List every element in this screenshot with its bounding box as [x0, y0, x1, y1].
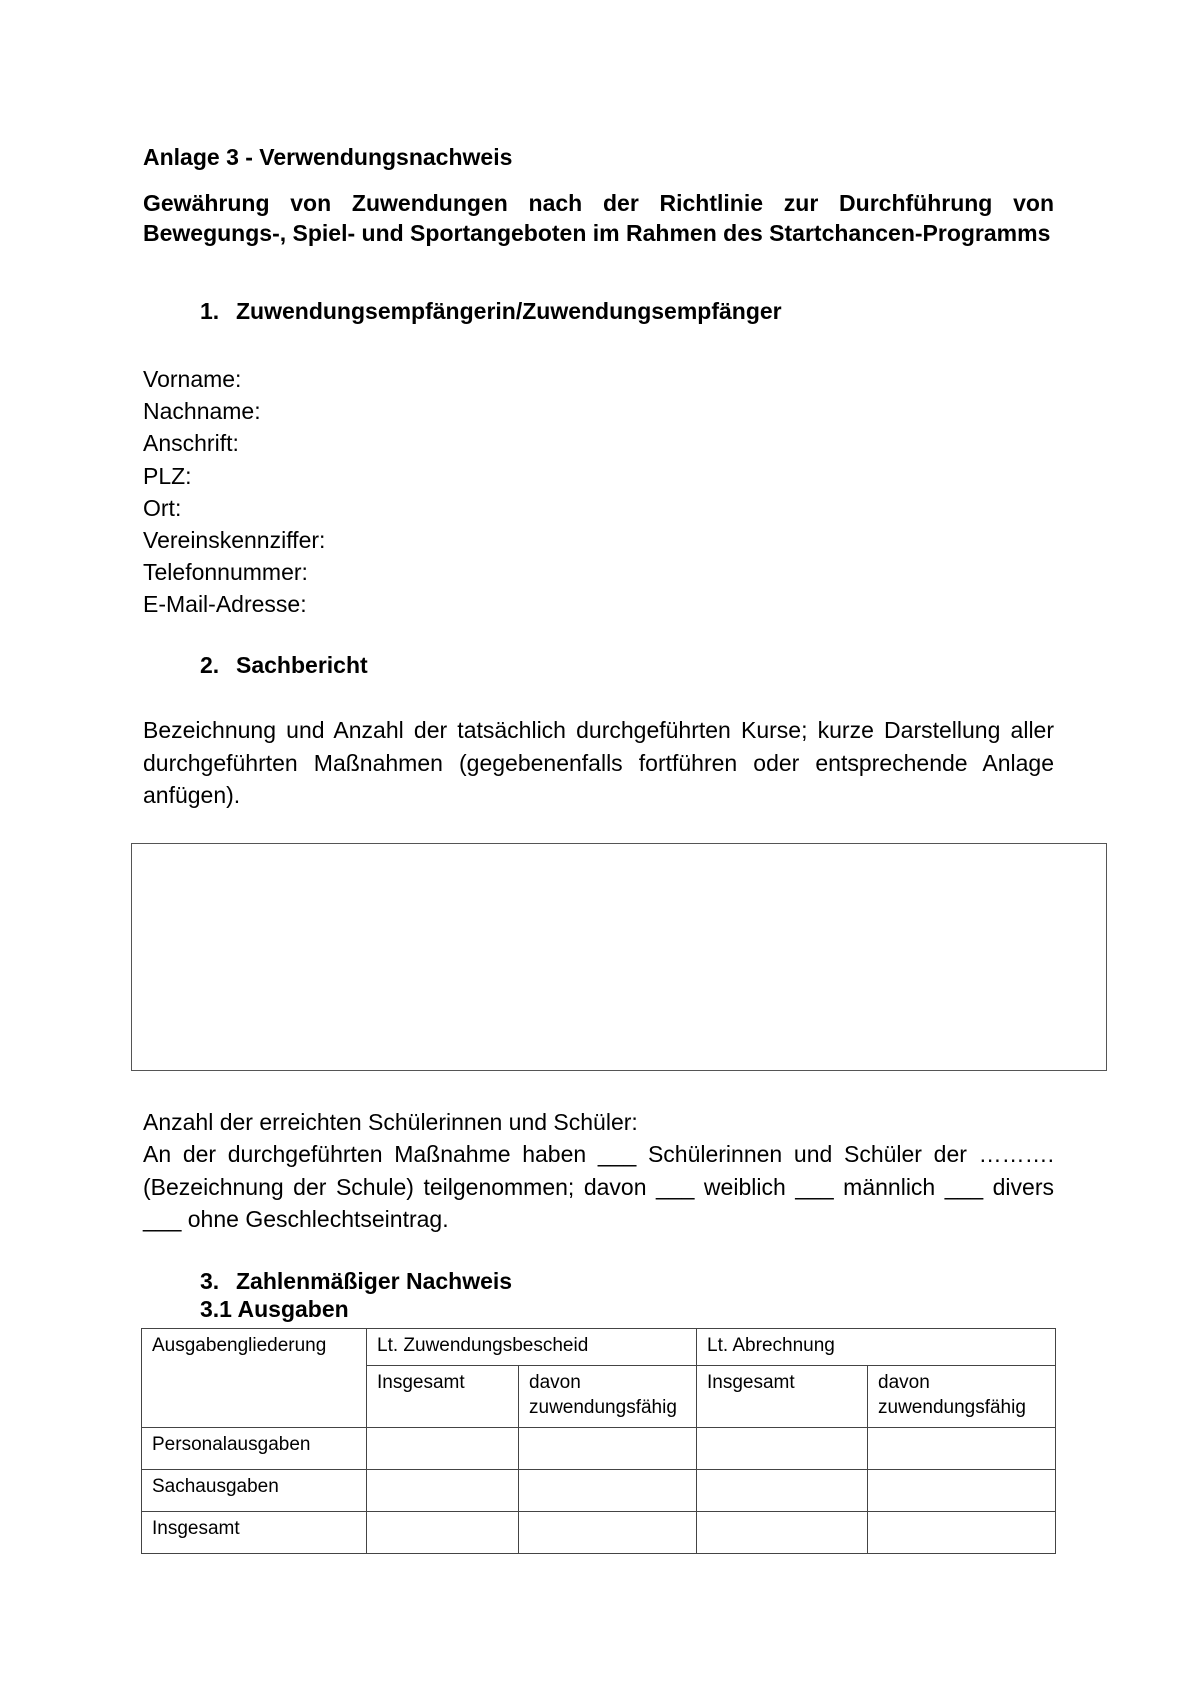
report-instruction: Bezeichnung und Anzahl der tatsächlich durchgeführten Kurse; kurze Darstellung aller durchgeführten Maßnahmen (gegebenenfalls fortführen oder entsprechende Anlage anfügen). — [143, 717, 1054, 808]
table-cell[interactable] — [519, 1512, 697, 1554]
section3-number: 3. — [200, 1268, 220, 1294]
document-title: Anlage 3 - Verwendungsnachweis — [143, 144, 513, 170]
row-label-material: Sachausgaben — [142, 1470, 367, 1512]
col-header-category: Ausgabengliederung — [142, 1329, 367, 1428]
table-cell[interactable] — [367, 1512, 519, 1554]
field-email[interactable]: E-Mail-Adresse: — [143, 591, 307, 618]
table-cell[interactable] — [697, 1512, 868, 1554]
table-row — [142, 1428, 1056, 1470]
field-address[interactable]: Anschrift: — [143, 430, 239, 457]
col-header-total-grant: Insgesamt — [367, 1366, 519, 1428]
field-city[interactable]: Ort: — [143, 494, 182, 521]
field-club-number[interactable]: Vereinskennziffer: — [143, 527, 326, 554]
section1-number: 1. — [200, 298, 220, 324]
row-label-total: Insgesamt — [142, 1512, 367, 1554]
field-postal-code[interactable]: PLZ: — [143, 462, 192, 489]
col-header-eligible-settlement: davon zuwendungsfähig — [868, 1366, 1056, 1428]
students-text: An der durchgeführten Maßnahme haben ___ Schülerinnen und Schüler der ………. (Bezeichnung der Schule) teilgenommen; davon ___ weiblich ___ männlich ___ divers ___ ohne Geschlechtseintrag. — [143, 1141, 1054, 1232]
col-header-total-settlement: Insgesamt — [697, 1366, 868, 1428]
section1-heading — [200, 298, 782, 325]
table-cell[interactable] — [868, 1512, 1056, 1554]
table-cell[interactable] — [367, 1428, 519, 1470]
students-label: Anzahl der erreichten Schülerinnen und Schüler: — [143, 1109, 638, 1135]
table-row — [142, 1470, 1056, 1512]
table-header-row — [142, 1329, 1056, 1366]
expenses-table — [141, 1328, 1056, 1554]
table-cell[interactable] — [519, 1470, 697, 1512]
section2-title: Sachbericht — [236, 652, 368, 678]
table-row — [142, 1512, 1056, 1554]
section2-number: 2. — [200, 652, 220, 678]
col-group-settlement: Lt. Abrechnung — [697, 1329, 1056, 1366]
field-first-name[interactable]: Vorname: — [143, 366, 242, 392]
table-cell[interactable] — [697, 1470, 868, 1512]
col-header-eligible-grant: davon zuwendungsfähig — [519, 1366, 697, 1428]
section3-title: Zahlenmäßiger Nachweis — [236, 1268, 513, 1294]
section3-subheading: 3.1 Ausgaben — [200, 1296, 349, 1322]
report-text-box[interactable] — [131, 843, 1107, 1071]
field-phone[interactable]: Telefonnummer: — [143, 559, 308, 586]
row-label-personnel: Personalausgaben — [142, 1428, 367, 1470]
table-cell[interactable] — [868, 1470, 1056, 1512]
section2-heading — [200, 652, 368, 679]
document-subtitle: Gewährung von Zuwendungen nach der Richtlinie zur Durchführung von Bewegungs-, Spiel- und Sportangeboten im Rahmen des Startchancen-Programms — [143, 190, 1054, 246]
section3-heading — [200, 1268, 512, 1295]
table-cell[interactable] — [697, 1428, 868, 1470]
table-cell[interactable] — [868, 1428, 1056, 1470]
table-cell[interactable] — [519, 1428, 697, 1470]
recipient-fields — [143, 363, 325, 621]
table-cell[interactable] — [367, 1470, 519, 1512]
field-last-name[interactable]: Nachname: — [143, 398, 261, 425]
section1-title: Zuwendungsempfängerin/Zuwendungsempfänger — [236, 298, 782, 324]
col-group-grant-notice: Lt. Zuwendungsbescheid — [367, 1329, 697, 1366]
